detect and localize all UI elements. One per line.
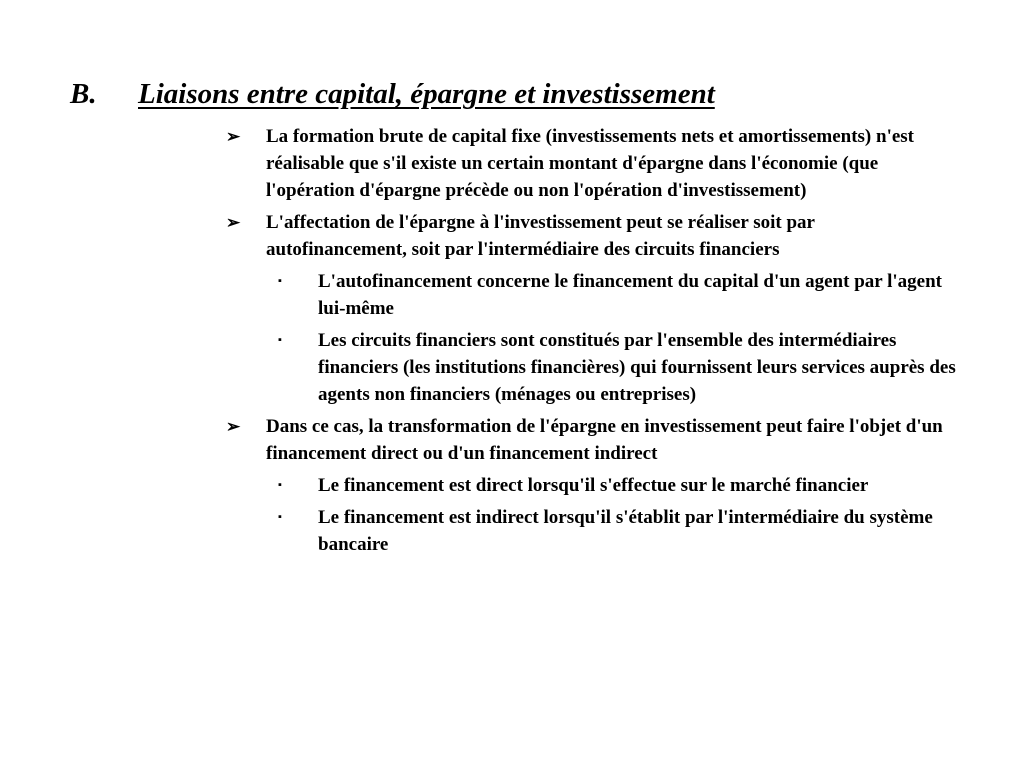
arrow-bullet-icon: ➢ bbox=[226, 127, 241, 146]
sub-bullet-item bbox=[226, 472, 956, 499]
sub-bullet-text: Les circuits financiers sont constitués par l'ensemble des intermédiaires financiers (les institutions financières) qui fournissent leurs services auprès des agents non financiers (ménages ou entreprises) bbox=[318, 330, 956, 405]
sub-bullet-text: Le financement est indirect lorsqu'il s'établit par l'intermédiaire du système bancaire bbox=[318, 507, 933, 555]
section-title: Liaisons entre capital, épargne et investissement bbox=[138, 78, 715, 110]
sub-bullet-text: Le financement est direct lorsqu'il s'effectue sur le marché financier bbox=[318, 475, 869, 496]
sub-bullet-item bbox=[226, 327, 956, 408]
arrow-bullet-icon: ➢ bbox=[226, 417, 241, 436]
section-heading bbox=[70, 78, 715, 111]
square-bullet-icon: ▪ bbox=[278, 479, 282, 491]
section-letter: B. bbox=[70, 78, 97, 110]
sub-bullet-item bbox=[226, 268, 956, 322]
bullet-text: La formation brute de capital fixe (investissements nets et amortissements) n'est réalisable que s'il existe un certain montant d'épargne dans l'économie (que l'opération d'épargne précède ou non l'opération d'investissement) bbox=[266, 126, 915, 201]
bullet-text: L'affectation de l'épargne à l'investissement peut se réaliser soit par autofinancement, soit par l'intermédiaire des circuits financiers bbox=[266, 212, 815, 260]
arrow-bullet-icon: ➢ bbox=[226, 213, 241, 232]
square-bullet-icon: ▪ bbox=[278, 334, 282, 346]
square-bullet-icon: ▪ bbox=[278, 275, 282, 287]
sub-bullet-text: L'autofinancement concerne le financement du capital d'un agent par l'agent lui-même bbox=[318, 271, 942, 319]
bullet-item bbox=[226, 209, 956, 263]
bullet-text: Dans ce cas, la transformation de l'épargne en investissement peut faire l'objet d'un financement direct ou d'un financement indirect bbox=[266, 416, 943, 464]
square-bullet-icon: ▪ bbox=[278, 511, 282, 523]
bullet-item bbox=[226, 123, 956, 204]
bullet-item bbox=[226, 413, 956, 467]
sub-bullet-item bbox=[226, 504, 956, 558]
bullet-list bbox=[226, 123, 956, 563]
